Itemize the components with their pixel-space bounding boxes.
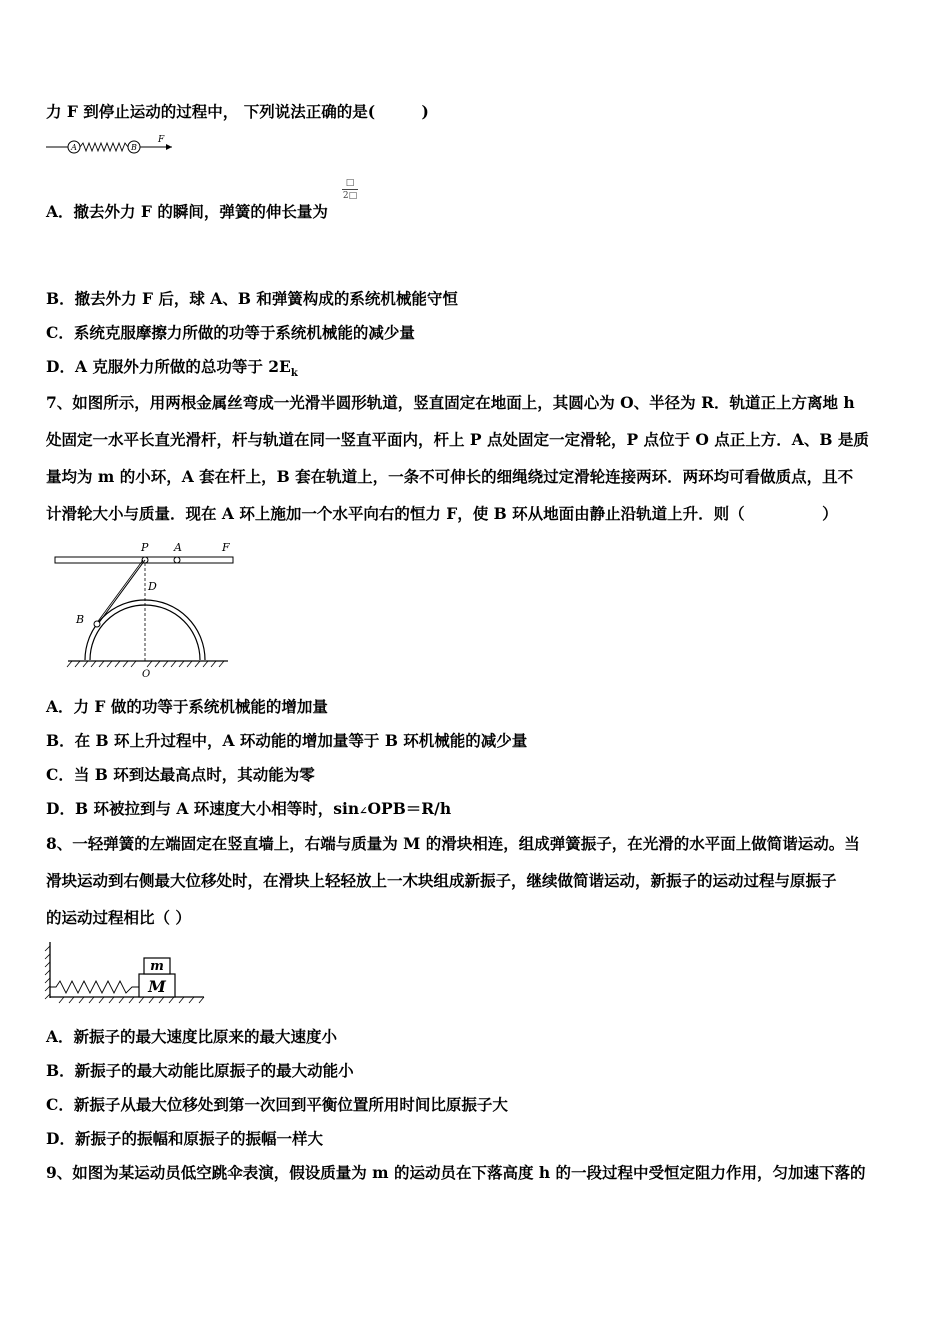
q8-line1: 8、一轻弹簧的左端固定在竖直墙上，右端与质量为 M 的滑块相连，组成弹簧振子，在光滑的水平面上做简谐运动。当: [46, 834, 860, 853]
q6-option-d-sub: k: [290, 368, 298, 380]
q6-label-a: A: [71, 143, 77, 152]
q8-line3: 的运动过程相比（ ）: [46, 908, 191, 927]
q8-label-big-m: M: [148, 977, 166, 996]
q6-label-b: B: [131, 143, 137, 152]
q7-option-d-angle: ∠: [359, 806, 368, 817]
q7-label-d: D: [148, 580, 157, 593]
fraction-numerator: □: [345, 178, 355, 188]
q8-label-small-m: m: [150, 959, 164, 974]
q7-option-d-post: OPB＝R/h: [367, 799, 452, 818]
q8-oscillator-figure: [44, 940, 209, 1006]
q7-line3: 量均为 m 的小环，A 套在杆上，B 套在轨道上，一条不可伸长的细绳绕过定滑轮连接两环．两环均可看做质点，且不: [46, 467, 854, 486]
q9-line1: 9、如图为某运动员低空跳伞表演，假设质量为 m 的运动员在下落高度 h 的一段过程中受恒定阻力作用，匀加速下落的: [46, 1163, 866, 1182]
q6-option-c: C．系统克服摩擦力所做的功等于系统机械能的减少量: [46, 323, 415, 342]
q7-label-a: A: [174, 541, 182, 554]
q7-track-figure: [50, 535, 240, 680]
q7-option-b: B．在 B 环上升过程中，A 环动能的增加量等于 B 环机械能的减少量: [46, 731, 528, 750]
q6-label-f: F: [158, 135, 165, 145]
q8-line2: 滑块运动到右侧最大位移处时，在滑块上轻轻放上一木块组成新振子，继续做简谐运动，新振子的运动过程与原振子: [46, 871, 837, 890]
q7-label-f: F: [222, 541, 230, 554]
fraction-denominator: 2□: [342, 191, 358, 201]
q7-label-o: O: [142, 669, 151, 680]
q6-option-a: A．撤去外力 F 的瞬间，弹簧的伸长量为: [46, 202, 328, 221]
q7-option-d: [46, 799, 451, 822]
q7-option-d-pre: D．B 环被拉到与 A 环速度大小相等时，sin: [46, 799, 360, 818]
q6-spring-figure: [46, 133, 176, 157]
q6-option-d-main: D．A 克服外力所做的总功等于 2E: [46, 357, 291, 376]
q7-line2: 处固定一水平长直光滑杆，杆与轨道在同一竖直平面内，杆上 P 点处固定一定滑轮，P 点位于 O 点正上方．A、B 是质: [46, 430, 869, 449]
q6-option-b: B．撤去外力 F 后，球 A、B 和弹簧构成的系统机械能守恒: [46, 289, 458, 308]
q7-line4: 计滑轮大小与质量．现在 A 环上施加一个水平向右的恒力 F，使 B 环从地面由静止沿轨道上升．则（ ）: [46, 504, 838, 523]
q6-stem-tail: 力 F 到停止运动的过程中， 下列说法正确的是( ): [46, 102, 429, 121]
q8-option-d: D．新振子的振幅和原振子的振幅一样大: [46, 1129, 323, 1148]
q7-line1: 7、如图所示，用两根金属丝弯成一光滑半圆形轨道，竖直固定在地面上，其圆心为 O、半径为 R．轨道正上方离地 h: [46, 393, 855, 412]
q7-label-b: B: [76, 613, 85, 626]
q8-option-a: A．新振子的最大速度比原来的最大速度小: [46, 1027, 338, 1046]
q7-option-a: A．力 F 做的功等于系统机械能的增加量: [46, 697, 328, 716]
q6-option-d: [46, 357, 298, 384]
q8-option-c: C．新振子从最大位移处到第一次回到平衡位置所用时间比原振子大: [46, 1095, 508, 1114]
q7-option-c: C．当 B 环到达最高点时，其动能为零: [46, 765, 315, 784]
q7-label-p: P: [141, 541, 149, 554]
q6-option-a-fraction: [342, 178, 358, 201]
q8-option-b: B．新振子的最大动能比原振子的最大动能小: [46, 1061, 354, 1080]
